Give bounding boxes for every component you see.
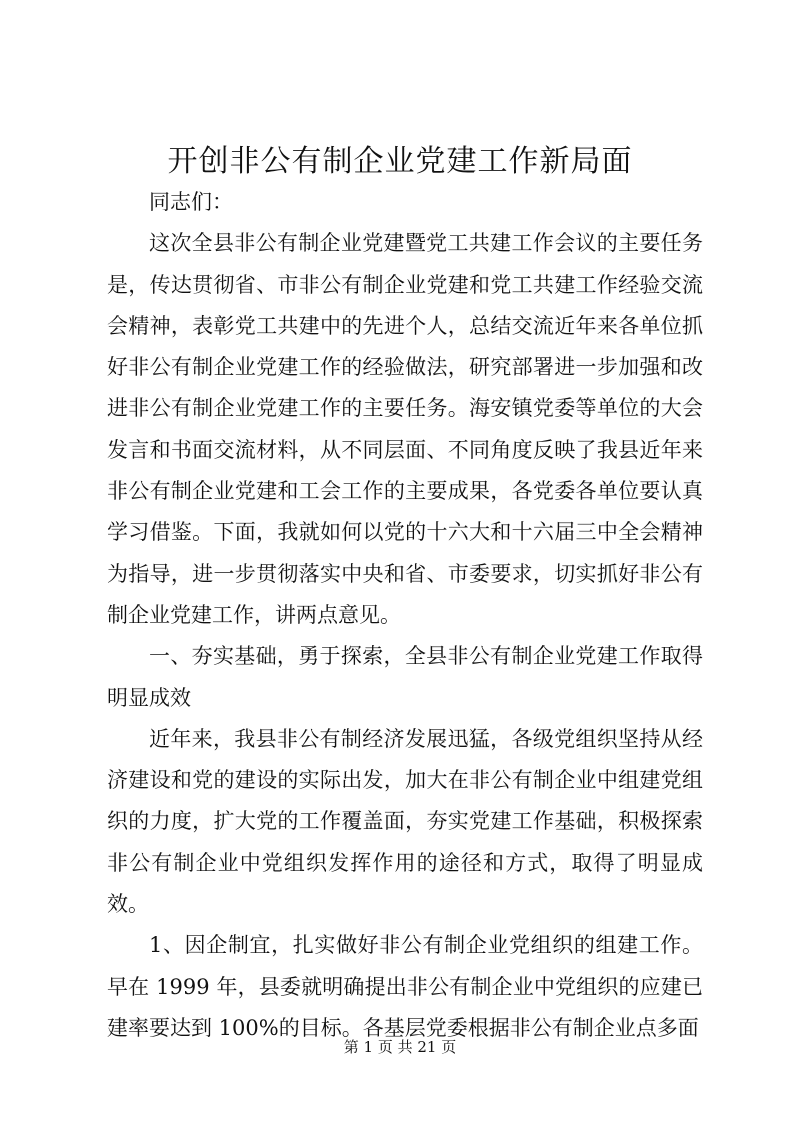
section-heading-paragraph: 一、夯实基础，勇于探索，全县非公有制企业党建工作取得明显成效 — [107, 644, 703, 710]
document-title: 开创非公有制企业党建工作新局面 — [167, 144, 633, 179]
intro-paragraph: 这次全县非公有制企业党建暨党工共建工作会议的主要任务是，传达贯彻省、市非公有制企业党建和党工共建工作经验交流会精神，表彰党工共建中的先进个人，总结交流近年来各单位抓好非公有制企业党建工作的经验做法，研究部署进一步加强和改进非公有制企业党建工作的主要任务。海安镇党委等单位的大会发言和书面交流材料，从不同层面、不同角度反映了我县近年来非公有制企业党建和工会工作的主要成果，各党委各单位要认真学习借鉴。下面，我就如何以党的十六大和十六届三中全会精神为指导，进一步贯彻落实中央和省、市委要求，切实抓好非公有制企业党建工作，讲两点意见。 — [107, 231, 703, 627]
point-one-paragraph: 1、因企制宜，扎实做好非公有制企业党组织的组建工作。早在 1999 年，县委就明确提出非公有制企业中党组织的应建已建率要达到 100%的目标。各基层党委根据非公有制企业点多面 — [107, 933, 703, 1040]
page-number-footer: 第 1 页 共 21 页 — [343, 1038, 457, 1056]
salutation-paragraph: 同志们： — [149, 190, 233, 214]
document-body — [107, 182, 703, 1049]
achievements-paragraph: 近年来，我县非公有制经济发展迅猛，各级党组织坚持从经济建设和党的建设的实际出发，加大在非公有制企业中组建党组织的力度，扩大党的工作覆盖面，夯实党建工作基础，积极探索非公有制企业中党组织发挥作用的途径和方式，取得了明显成效。 — [107, 726, 703, 917]
